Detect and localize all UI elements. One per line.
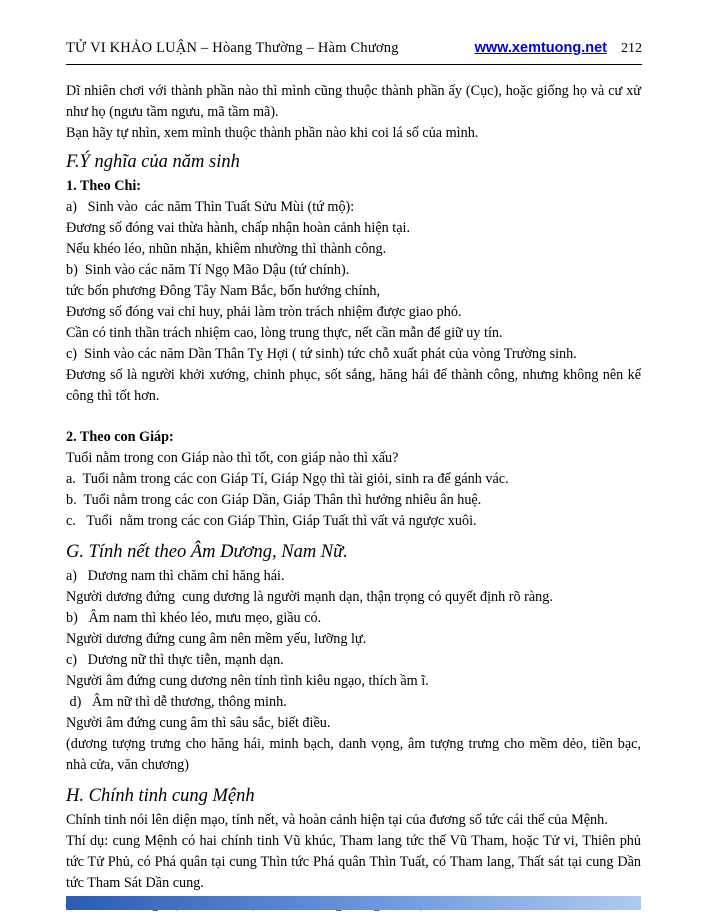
text-line: Người âm đứng cung dương nên tính tình kiêu ngạo, thích ầm ĩ.	[66, 673, 429, 689]
text-line: Người dương đứng cung âm nên mềm yếu, lưỡng lự.	[66, 631, 367, 647]
header-rule	[66, 64, 642, 65]
text-line: a) Sinh vào các năm Thìn Tuất Sửu Mùi (tứ mộ):	[66, 199, 355, 215]
text-line: a) Dương nam thì chăm chỉ hăng hái.	[66, 568, 285, 584]
paragraph: (dương tượng trưng cho hăng hái, minh bạch, danh vọng, âm tượng trưng cho mềm dẻo, tiền bạc, nhà cửa, văn chương)	[66, 736, 641, 773]
text-line: Người âm đứng cung âm thì sâu sắc, biết điều.	[66, 715, 331, 731]
text-line: tức bốn phương Đông Tây Nam Bắc, bốn hướng chính,	[66, 283, 381, 299]
subheading-theo-chi: 1. Theo Chi:	[66, 178, 142, 194]
text-line: Người dương đứng cung dương là người mạnh dạn, thận trọng có quyết định rõ ràng.	[66, 589, 553, 605]
header-right	[475, 40, 642, 57]
blank-line	[66, 407, 641, 427]
text-line: b. Tuổi nằm trong các con Giáp Dần, Giáp Thân thì hưởng nhiêu ân huệ.	[66, 492, 482, 508]
text-line: Đương số đóng vai thừa hành, chấp nhận hoàn cảnh hiện tại.	[66, 220, 410, 236]
section-heading-h: H. Chính tinh cung Mệnh	[66, 786, 255, 806]
footer-banner-bar	[66, 896, 641, 910]
book-title: TỬ VI KHẢO LUẬN – Hòang Thường – Hàm Chương	[66, 40, 399, 56]
text-line: Tuổi nằm trong con Giáp nào thì tốt, con giáp nào thì xấu?	[66, 450, 399, 466]
page-header	[66, 40, 642, 57]
text-line: Nếu khéo léo, nhũn nhặn, khiêm nhường thì thành công.	[66, 241, 387, 257]
paragraph: Đương số là người khởi xướng, chinh phục, sốt sắng, hăng hái để thành công, nhưng không nên kể công thì tốt hơn.	[66, 367, 641, 404]
text-line: Cần có tinh thần trách nhiệm cao, lòng trung thực, nết cần mẫn để giữ uy tín.	[66, 325, 503, 341]
text-line: Chính tinh nói lên diện mạo, tính nết, và hoàn cảnh hiện tại của đương số tức cái thế của Mệnh.	[66, 812, 608, 828]
page-body	[66, 81, 641, 915]
text-line: d) Âm nữ thì dễ thương, thông minh.	[66, 694, 287, 710]
text-line: b) Sinh vào các năm Tí Ngọ Mão Dậu (tứ chính).	[66, 262, 350, 278]
page-number: 212	[621, 41, 642, 56]
section-heading-g: G. Tính nết theo Âm Dương, Nam Nữ.	[66, 542, 348, 562]
paragraph: Bạn hãy tự nhìn, xem mình thuộc thành phần nào khi coi lá số của mình.	[66, 125, 479, 141]
paragraph: Thí dụ: cung Mệnh có hai chính tinh Vũ khúc, Tham lang tức thế Vũ Tham, hoặc Tử vi, Thiên phủ tức Tử Phủ, có Phá quân tại cung Thìn tức Phá quân Thìn Tuất, có Tham lang, Thất sát tại cung Dần tức Tham Sát Dần cung.	[66, 833, 641, 891]
text-line: a. Tuổi nằm trong các con Giáp Tí, Giáp Ngọ thì tài giỏi, sinh ra để gánh vác.	[66, 471, 509, 487]
spacer	[66, 532, 641, 534]
text-line: b) Âm nam thì khéo léo, mưu mẹo, giầu có.	[66, 610, 322, 626]
text-line: c) Dương nữ thì thực tiễn, mạnh dạn.	[66, 652, 284, 668]
spacer	[66, 776, 641, 778]
site-link[interactable]: www.xemtuong.net	[474, 40, 607, 56]
text-line: c) Sinh vào các năm Dần Thân Tỵ Hợi ( tứ sinh) tức chỗ xuất phát của vòng Trường sinh.	[66, 346, 577, 362]
section-heading-f: F.Ý nghĩa của năm sinh	[66, 152, 240, 172]
text-line: Đương số đóng vai chỉ huy, phải làm tròn trách nhiệm được giao phó.	[66, 304, 462, 320]
text-line: c. Tuổi nằm trong các con Giáp Thìn, Giáp Tuất thì vất vả ngược xuôi.	[66, 513, 477, 529]
paragraph: Dĩ nhiên chơi với thành phần nào thì mình cũng thuộc thành phần ấy (Cục), hoặc giống họ và cư xử như họ (ngưu tầm ngưu, mã tầm mã).	[66, 83, 641, 120]
subheading-theo-con-giap: 2. Theo con Giáp:	[66, 429, 174, 445]
